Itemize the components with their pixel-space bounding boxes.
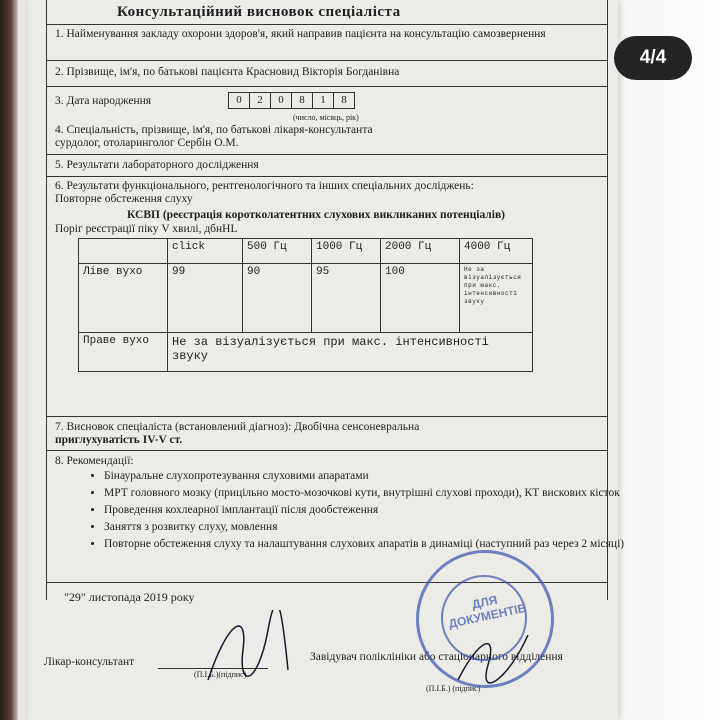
list-item: • Бінауральне слухопротезування слуховими апаратами bbox=[104, 470, 634, 483]
table-cell: 95 bbox=[312, 264, 381, 333]
table-cell: 90 bbox=[243, 264, 312, 333]
document-title: Консультаційний висновок спеціаліста bbox=[117, 4, 401, 20]
list-item: • МРТ головного мозку (прицільно мосто-мозочкові кути, внутрішні слухові проходи), КТ вискових кісток bbox=[104, 487, 634, 500]
table-row-left-ear bbox=[79, 264, 533, 333]
head-signature-hint: (П.І.Б.) (підпис) bbox=[426, 684, 481, 693]
list-item: • Повторне обстеження слуху та налаштування слухових апаратів в динаміці (наступний раз через 2 місяці) bbox=[104, 538, 634, 551]
table-header: click bbox=[168, 239, 243, 264]
table-header: 2000 Гц bbox=[381, 239, 460, 264]
table-cell: 99 bbox=[168, 264, 243, 333]
field-birth-date: 3. Дата народження (число, місяць, рік) bbox=[47, 86, 607, 123]
dob-digit: 8 bbox=[292, 92, 313, 109]
doctor-signature-hint: (П.І.Б.)(підпис) bbox=[194, 670, 247, 679]
field-institution: 1. Найменування закладу охорони здоров'я, який направив пацієнта на консультацію самозвернення bbox=[47, 24, 607, 61]
field-consultant: 4. Спеціальність, прізвище, ім'я, по батькові лікаря-консультанта сурдолог, отоларинголог Сербін О.М. bbox=[55, 124, 373, 149]
table-row-right-ear bbox=[79, 333, 533, 372]
table-cell: Не за візуалізується при макс. інтенсивності звуку bbox=[168, 333, 533, 372]
table-header: 4000 Гц bbox=[460, 239, 533, 264]
table-cell: Не за візуалізується при макс. інтенсивності звуку bbox=[460, 264, 533, 333]
table-header-row bbox=[79, 239, 533, 264]
field-patient-name: 2. Прізвище, ім'я, по батькові пацієнта Красновид Вікторія Богданівна bbox=[47, 60, 607, 87]
table-header: 1000 Гц bbox=[312, 239, 381, 264]
field-lab-results: 5. Результати лабораторного дослідження bbox=[47, 154, 607, 177]
document-paper bbox=[28, 0, 625, 720]
list-item: • Заняття з розвитку слуху, мовлення bbox=[104, 521, 634, 534]
dob-digit: 8 bbox=[334, 92, 355, 109]
recommendation-list bbox=[86, 470, 634, 555]
page-left-edge bbox=[0, 0, 18, 720]
dob-digit: 0 bbox=[228, 92, 250, 109]
dob-digit: 2 bbox=[250, 92, 271, 109]
dob-digit: 1 bbox=[313, 92, 334, 109]
official-stamp bbox=[416, 550, 554, 688]
row-label-right: Праве вухо bbox=[79, 333, 168, 372]
head-signature-label: Завідувач поліклініки або стаціонарного відділення bbox=[310, 651, 563, 663]
doctor-signature bbox=[188, 610, 298, 690]
issue-date: "29" листопада 2019 року bbox=[64, 590, 195, 604]
table-corner-cell bbox=[79, 239, 168, 264]
list-item: • Проведення кохлеарної імплантації після дообстеження bbox=[104, 504, 634, 517]
stamp-text: ДЛЯ ДОКУМЕНТІВ bbox=[447, 592, 528, 631]
table-cell: 100 bbox=[381, 264, 460, 333]
field-conclusion: 7. Висновок спеціаліста (встановлений діагноз): Двобічна сенсоневральна приглухуватість IV-V ст. bbox=[47, 416, 607, 451]
birth-date-boxes bbox=[228, 92, 355, 109]
doctor-signature-label: Лікар-консультант bbox=[44, 656, 135, 668]
row-label-left: Ліве вухо bbox=[79, 264, 168, 333]
field-special-tests: 6. Результати функціонального, рентгенологічного та інших спеціальних досліджень: Повторне обстеження слуху КСВП (реєстрація коротколатентних слухових викликаних потенціалів) Поріг реєстрації піку V хвилі, дбнHL bbox=[47, 176, 607, 417]
audiometry-table bbox=[78, 238, 533, 372]
table-header: 500 Гц bbox=[243, 239, 312, 264]
field-recommendations: 8. Рекомендації: bbox=[47, 450, 607, 583]
dob-digit: 0 bbox=[271, 92, 292, 109]
page-counter-badge[interactable]: 4/4 bbox=[614, 36, 692, 80]
